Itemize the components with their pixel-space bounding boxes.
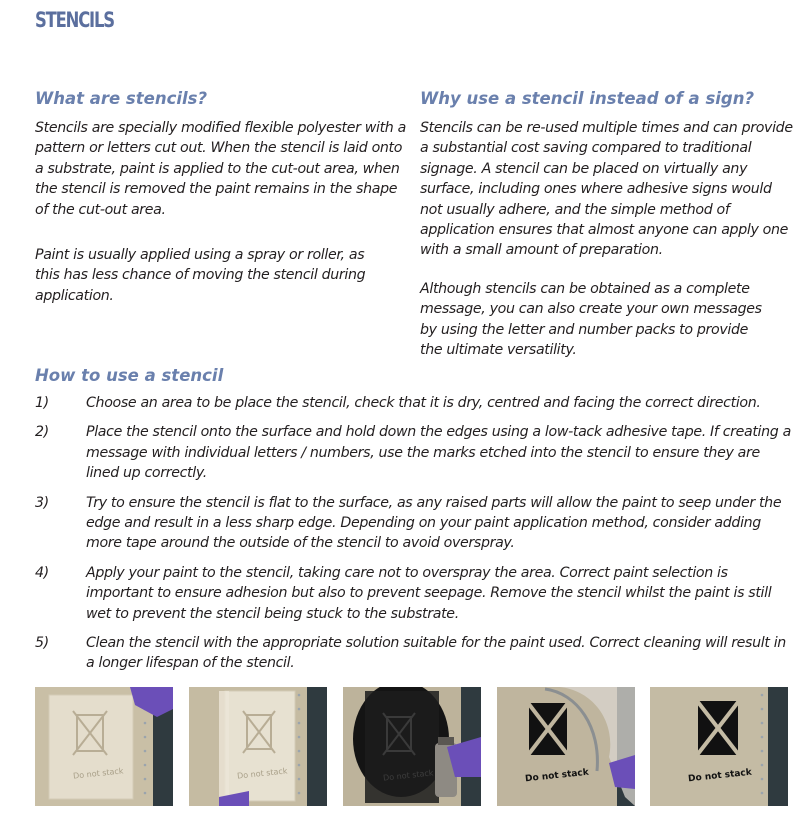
photo-tape-stencil — [189, 687, 327, 806]
photo-caption: Do not stack — [524, 767, 590, 785]
step-text: Clean the stencil with the appropriate solution suitable for the paint used. Correct cleaning will result in a longer lifespan of the stencil. — [86, 635, 786, 672]
photo-place-stencil — [35, 687, 173, 806]
why-heading: Why use a stencil instead of a sign? — [420, 89, 755, 108]
page-title: STENCILS — [35, 8, 114, 32]
step-number: 2) — [35, 424, 49, 441]
step-number: 1) — [35, 395, 49, 411]
photo-caption: Do not stack — [382, 768, 434, 783]
photo-finished-result — [650, 687, 788, 806]
what-paragraph-2: Paint is usually applied using a spray or roller, as this has less chance of moving the stencil during application. — [35, 247, 366, 304]
step-item — [35, 563, 795, 624]
step-text: Apply your paint to the stencil, taking care not to overspray the area. Correct paint selection is important to ensure adhesion but also to prevent seepage. Remove the stencil whilst the paint is still wet to prevent the stencil being stuck to the substrate. — [86, 564, 772, 622]
step-number: 3) — [35, 494, 49, 511]
step-item — [35, 422, 795, 483]
how-heading: How to use a stencil — [35, 366, 224, 385]
photo-caption: Do not stack — [687, 767, 753, 785]
photo-remove-stencil — [497, 687, 635, 806]
what-heading: What are stencils? — [35, 89, 208, 108]
why-paragraph-1: Stencils can be re-used multiple times and can provide a substantial cost saving compared to traditional signage. A stencil can be placed on virtually any surface, including ones where adhesive signs would not usually adhere, and the simple method of application ensures that almost anyone can apply one with a small amount of preparation. — [420, 120, 793, 259]
steps-list — [35, 393, 795, 683]
step-text: Place the stencil onto the surface and hold down the edges using a low-tack adhesive tape. If creating a message with individual letters / numbers, use the marks etched into the stencil to ensure they are lined up correctly. — [86, 424, 791, 482]
photo-spray-paint — [343, 687, 481, 806]
photo-strip — [35, 687, 790, 807]
step-item — [35, 633, 795, 674]
step-item — [35, 393, 795, 413]
step-item — [35, 493, 795, 554]
step-text: Try to ensure the stencil is flat to the surface, as any raised parts will allow the paint to seep under the edge and result in a less sharp edge. Depending on your paint application method, consider adding more tape around the outside of the stencil to avoid overspray. — [86, 494, 782, 552]
step-text: Choose an area to be place the stencil, check that it is dry, centred and facing the correct direction. — [86, 395, 761, 411]
what-paragraph-1: Stencils are specially modified flexible polyester with a pattern or letters cut out. When the stencil is laid onto a substrate, paint is applied to the cut-out area, when the stencil is removed the paint remains in the shape of the cut-out area. — [35, 120, 406, 218]
step-number: 5) — [35, 635, 49, 652]
photo-caption: Do not stack — [72, 766, 124, 781]
why-paragraph-2: Although stencils can be obtained as a complete message, you can also create your own messages by using the letter and number packs to provide the ultimate versatility. — [420, 281, 762, 359]
step-number: 4) — [35, 564, 49, 581]
photo-caption: Do not stack — [236, 766, 288, 781]
